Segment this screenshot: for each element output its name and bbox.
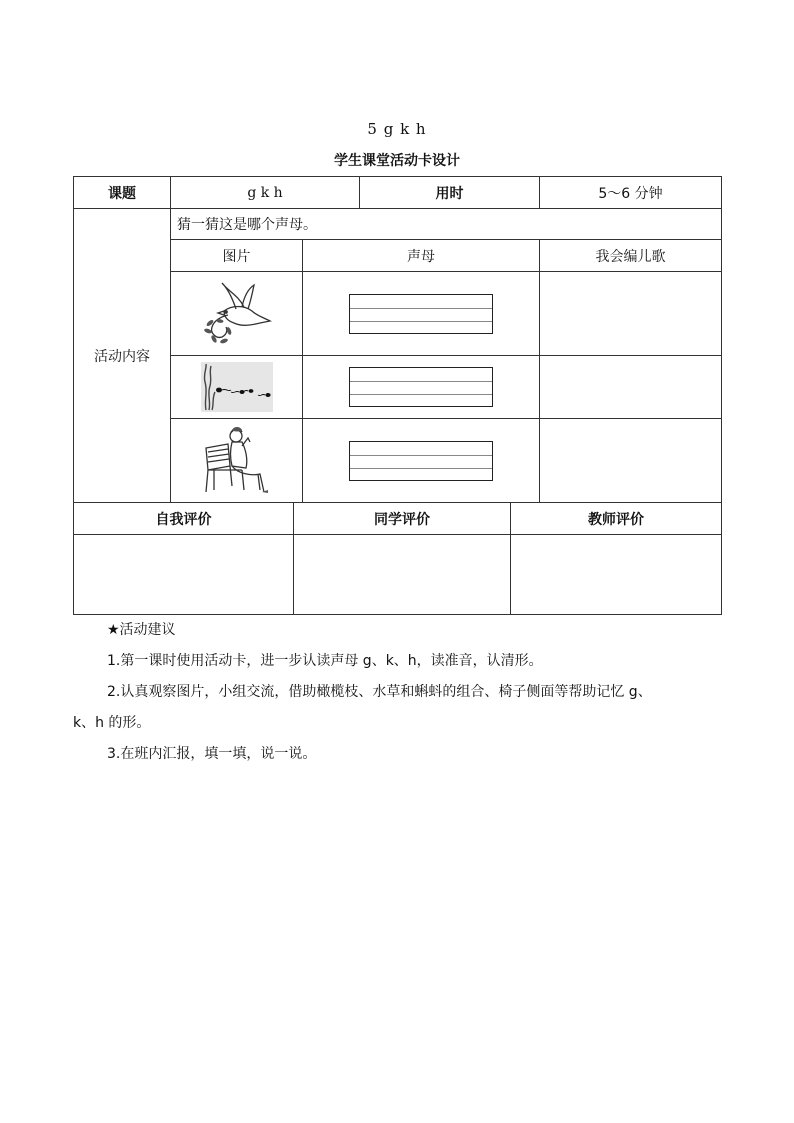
teacher-evaluation-header: 教师评价: [511, 503, 722, 535]
picture-cell: [171, 419, 303, 503]
pinyin-writing-lines[interactable]: [349, 441, 493, 481]
picture-cell: [171, 356, 303, 419]
peer-evaluation-header: 同学评价: [294, 503, 511, 535]
bird-with-olive-branch-icon: [198, 281, 276, 347]
time-value: 5～6 分钟: [540, 177, 722, 209]
activity-prompt: 猜一猜这是哪个声母。: [171, 209, 722, 240]
topic-label: 课题: [74, 177, 171, 209]
column-header-picture: 图片: [171, 240, 303, 272]
column-header-rhyme: 我会编儿歌: [540, 240, 722, 272]
time-label: 用时: [360, 177, 540, 209]
activity-section-label: 活动内容: [74, 209, 171, 503]
column-header-initial: 声母: [303, 240, 540, 272]
suggestion-item-2-continued: k、h 的形。: [73, 715, 151, 731]
activity-suggestions: [73, 615, 728, 770]
pinyin-writing-lines[interactable]: [349, 294, 493, 334]
rhyme-answer-cell[interactable]: [540, 419, 722, 503]
rhyme-answer-cell[interactable]: [540, 272, 722, 356]
pinyin-writing-lines[interactable]: [349, 367, 493, 407]
lesson-title: 5 g k h: [367, 120, 427, 138]
card-title: 学生课堂活动卡设计: [334, 153, 460, 169]
evaluation-table: [73, 502, 722, 615]
tadpoles-and-waterweed-icon: [201, 362, 273, 412]
self-evaluation-header: 自我评价: [74, 503, 294, 535]
rhyme-answer-cell[interactable]: [540, 356, 722, 419]
suggestion-item-3: 3.在班内汇报，填一填，说一说。: [107, 746, 317, 762]
suggestion-item-2: 2.认真观察图片，小组交流，借助橄榄枝、水草和蝌蚪的组合、椅子侧面等帮助记忆 g、: [107, 684, 652, 700]
picture-cell: [171, 272, 303, 356]
initial-answer-cell[interactable]: [303, 419, 540, 503]
initial-answer-cell[interactable]: [303, 356, 540, 419]
topic-value: g k h: [171, 177, 360, 209]
suggestion-item-1: 1.第一课时使用活动卡，进一步认读声母 g、k、h，读准音，认清形。: [107, 653, 543, 669]
peer-evaluation-cell[interactable]: [294, 535, 511, 615]
self-evaluation-cell[interactable]: [74, 535, 294, 615]
girl-on-chair-icon: [202, 426, 272, 496]
suggestions-heading: ★活动建议: [107, 622, 176, 638]
activity-card-table: [73, 176, 722, 503]
teacher-evaluation-cell[interactable]: [511, 535, 722, 615]
initial-answer-cell[interactable]: [303, 272, 540, 356]
